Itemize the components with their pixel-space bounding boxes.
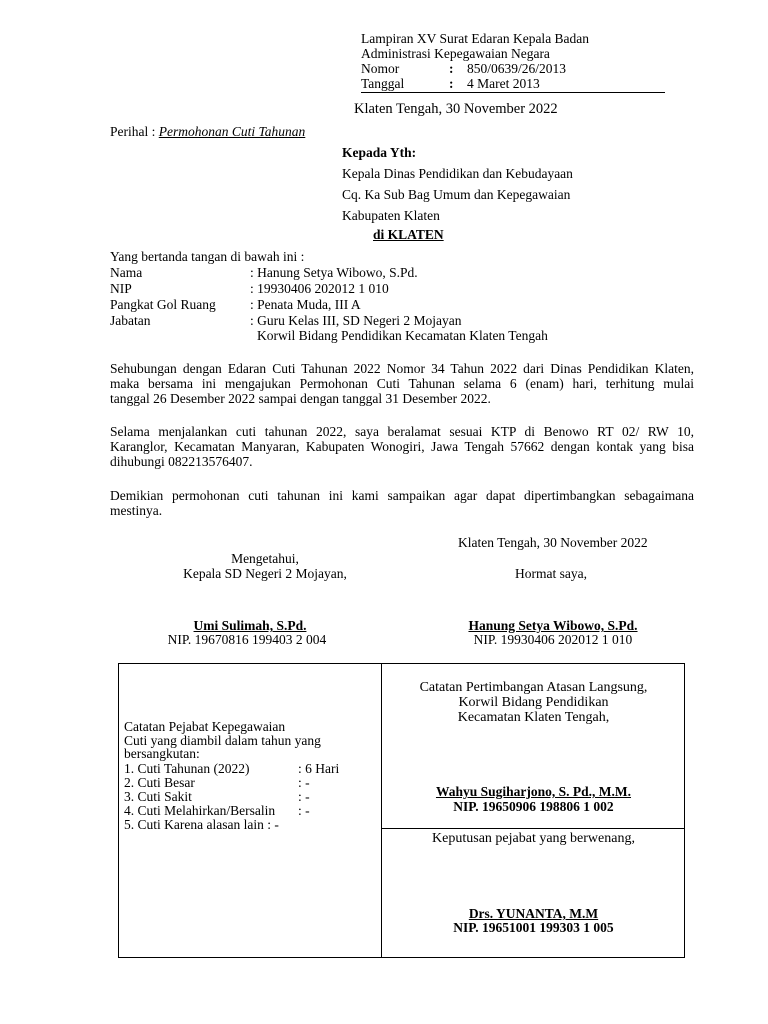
tanggal-colon: :	[449, 76, 454, 91]
header-nomor-row	[361, 61, 665, 76]
signature-left-name-text: Umi Sulimah, S.Pd.	[193, 618, 307, 633]
field-nip	[110, 281, 389, 296]
paragraph-line: tanggal 26 Desember 2022 sampai dengan tanggal 31 Desember 2022.	[110, 391, 491, 406]
subject-line	[110, 124, 305, 139]
supervisor-note-line-2: Korwil Bidang Pendidikan	[458, 695, 609, 710]
paragraph-2	[110, 424, 694, 469]
paragraph-3	[110, 488, 694, 518]
paragraph-line: maka bersama ini mengajukan Permohonan Cuti Tahunan selama 6 (enam) hari, terhitung mulai	[110, 376, 694, 391]
field-jabatan	[110, 313, 461, 328]
signature-left-line-2: Kepala SD Negeri 2 Mojayan,	[183, 566, 347, 581]
field-value: : Guru Kelas III, SD Negeri 2 Mojayan	[250, 313, 462, 328]
leave-item	[124, 817, 279, 832]
intro-text: Yang bertanda tangan di bawah ini :	[110, 249, 305, 264]
paragraph-line: Sehubungan dengan Edaran Cuti Tahunan 2022 Nomor 34 Tahun 2022 dari Dinas Pendidikan Klaten,	[110, 361, 694, 376]
recipient-place: di KLATEN	[373, 227, 444, 242]
letter-date: Klaten Tengah, 30 November 2022	[354, 101, 558, 117]
signature-place-date: Klaten Tengah, 30 November 2022	[458, 535, 648, 550]
recipient-line-3: Kabupaten Klaten	[342, 208, 440, 223]
paragraph-line: Selama menjalankan cuti tahunan 2022, saya beralamat sesuai KTP di Benowo RT 02/ RW 10,	[110, 424, 694, 439]
authority-decision-label: Keputusan pejabat yang berwenang,	[432, 831, 635, 846]
leave-item-label: 3. Cuti Sakit	[124, 789, 192, 804]
field-label: NIP	[110, 281, 132, 296]
paragraph-line: mestinya.	[110, 503, 163, 518]
supervisor-name-text: Wahyu Sugiharjono, S. Pd., M.M.	[435, 784, 632, 799]
leave-item-value: : 6 Hari	[298, 761, 340, 776]
field-value: : Hanung Setya Wibowo, S.Pd.	[250, 265, 418, 280]
supervisor-note-line-3: Kecamatan Klaten Tengah,	[457, 710, 610, 725]
field-nama	[110, 265, 418, 280]
box-divider-horizontal	[381, 828, 685, 829]
nomor-colon: :	[449, 61, 454, 76]
tanggal-label: Tanggal	[361, 76, 405, 91]
paragraph-line: dihubungi 082213576407.	[110, 454, 253, 469]
subject-label: Perihal :	[110, 124, 159, 139]
tanggal-value: 4 Maret 2013	[467, 76, 540, 91]
leave-notes-title: Catatan Pejabat Kepegawaian	[124, 719, 286, 734]
recipient-line-1: Kepala Dinas Pendidikan dan Kebudayaan	[342, 166, 573, 181]
signature-right-name-text: Hanung Setya Wibowo, S.Pd.	[468, 618, 638, 633]
leave-item-label: 5. Cuti Karena alasan lain : -	[124, 817, 279, 832]
paragraph-line: Karanglor, Kecamatan Manyaran, Kabupaten Wonogiri, Jawa Tengah 57662 dengan kontak yang bisa	[110, 439, 694, 454]
field-label: Nama	[110, 265, 143, 280]
paragraph-1	[110, 361, 694, 406]
leave-item-value: : -	[298, 789, 310, 804]
leave-notes-sub-2: bersangkutan:	[124, 746, 200, 761]
signature-left-name	[135, 618, 365, 633]
signature-right-name	[433, 618, 673, 633]
signature-left-nip: NIP. 19670816 199403 2 004	[167, 632, 327, 647]
nomor-label: Nomor	[361, 61, 400, 76]
supervisor-name	[382, 784, 685, 799]
leave-item	[124, 789, 310, 804]
authority-nip: NIP. 19651001 199303 1 005	[453, 920, 614, 935]
leave-item	[124, 761, 339, 776]
field-value: : Penata Muda, III A	[250, 297, 361, 312]
field-pangkat	[110, 297, 361, 312]
subject-value: Permohonan Cuti Tahunan	[158, 124, 306, 139]
header-line-2: Administrasi Kepegawaian Negara	[361, 46, 550, 61]
leave-item-label: 2. Cuti Besar	[124, 775, 195, 790]
leave-item-label: 1. Cuti Tahunan (2022)	[124, 761, 250, 776]
field-label: Jabatan	[110, 313, 151, 328]
attachment-header	[361, 31, 665, 93]
recipient-salutation: Kepada Yth:	[342, 145, 417, 160]
header-line-1: Lampiran XV Surat Edaran Kepala Badan	[361, 31, 590, 46]
authority-name	[382, 906, 685, 921]
leave-notes-sub-1: Cuti yang diambil dalam tahun yang	[124, 733, 321, 748]
recipient-line-2: Cq. Ka Sub Bag Umum dan Kepegawaian	[342, 187, 571, 202]
leave-item-label: 4. Cuti Melahirkan/Bersalin	[124, 803, 276, 818]
supervisor-nip: NIP. 19650906 198806 1 002	[453, 799, 614, 814]
nomor-value: 850/0639/26/2013	[467, 61, 567, 76]
leave-item-value: : -	[298, 775, 310, 790]
signature-right-nip: NIP. 19930406 202012 1 010	[473, 632, 633, 647]
field-jabatan-continued: Korwil Bidang Pendidikan Kecamatan Klaten Tengah	[257, 328, 548, 343]
authority-name-text: Drs. YUNANTA, M.M	[468, 906, 599, 921]
signature-left-line-1: Mengetahui,	[231, 551, 299, 566]
field-value: : 19930406 202012 1 010	[250, 281, 389, 296]
paragraph-line: Demikian permohonan cuti tahunan ini kami sampaikan agar dapat dipertimbangkan sebagaimana	[110, 488, 694, 503]
leave-item	[124, 775, 310, 790]
signature-right-line-1: Hormat saya,	[515, 566, 587, 581]
supervisor-note-line-1: Catatan Pertimbangan Atasan Langsung,	[419, 680, 648, 695]
leave-item	[124, 803, 310, 818]
header-tanggal-row	[361, 76, 665, 91]
leave-item-value: : -	[298, 803, 310, 818]
field-label: Pangkat Gol Ruang	[110, 297, 216, 312]
